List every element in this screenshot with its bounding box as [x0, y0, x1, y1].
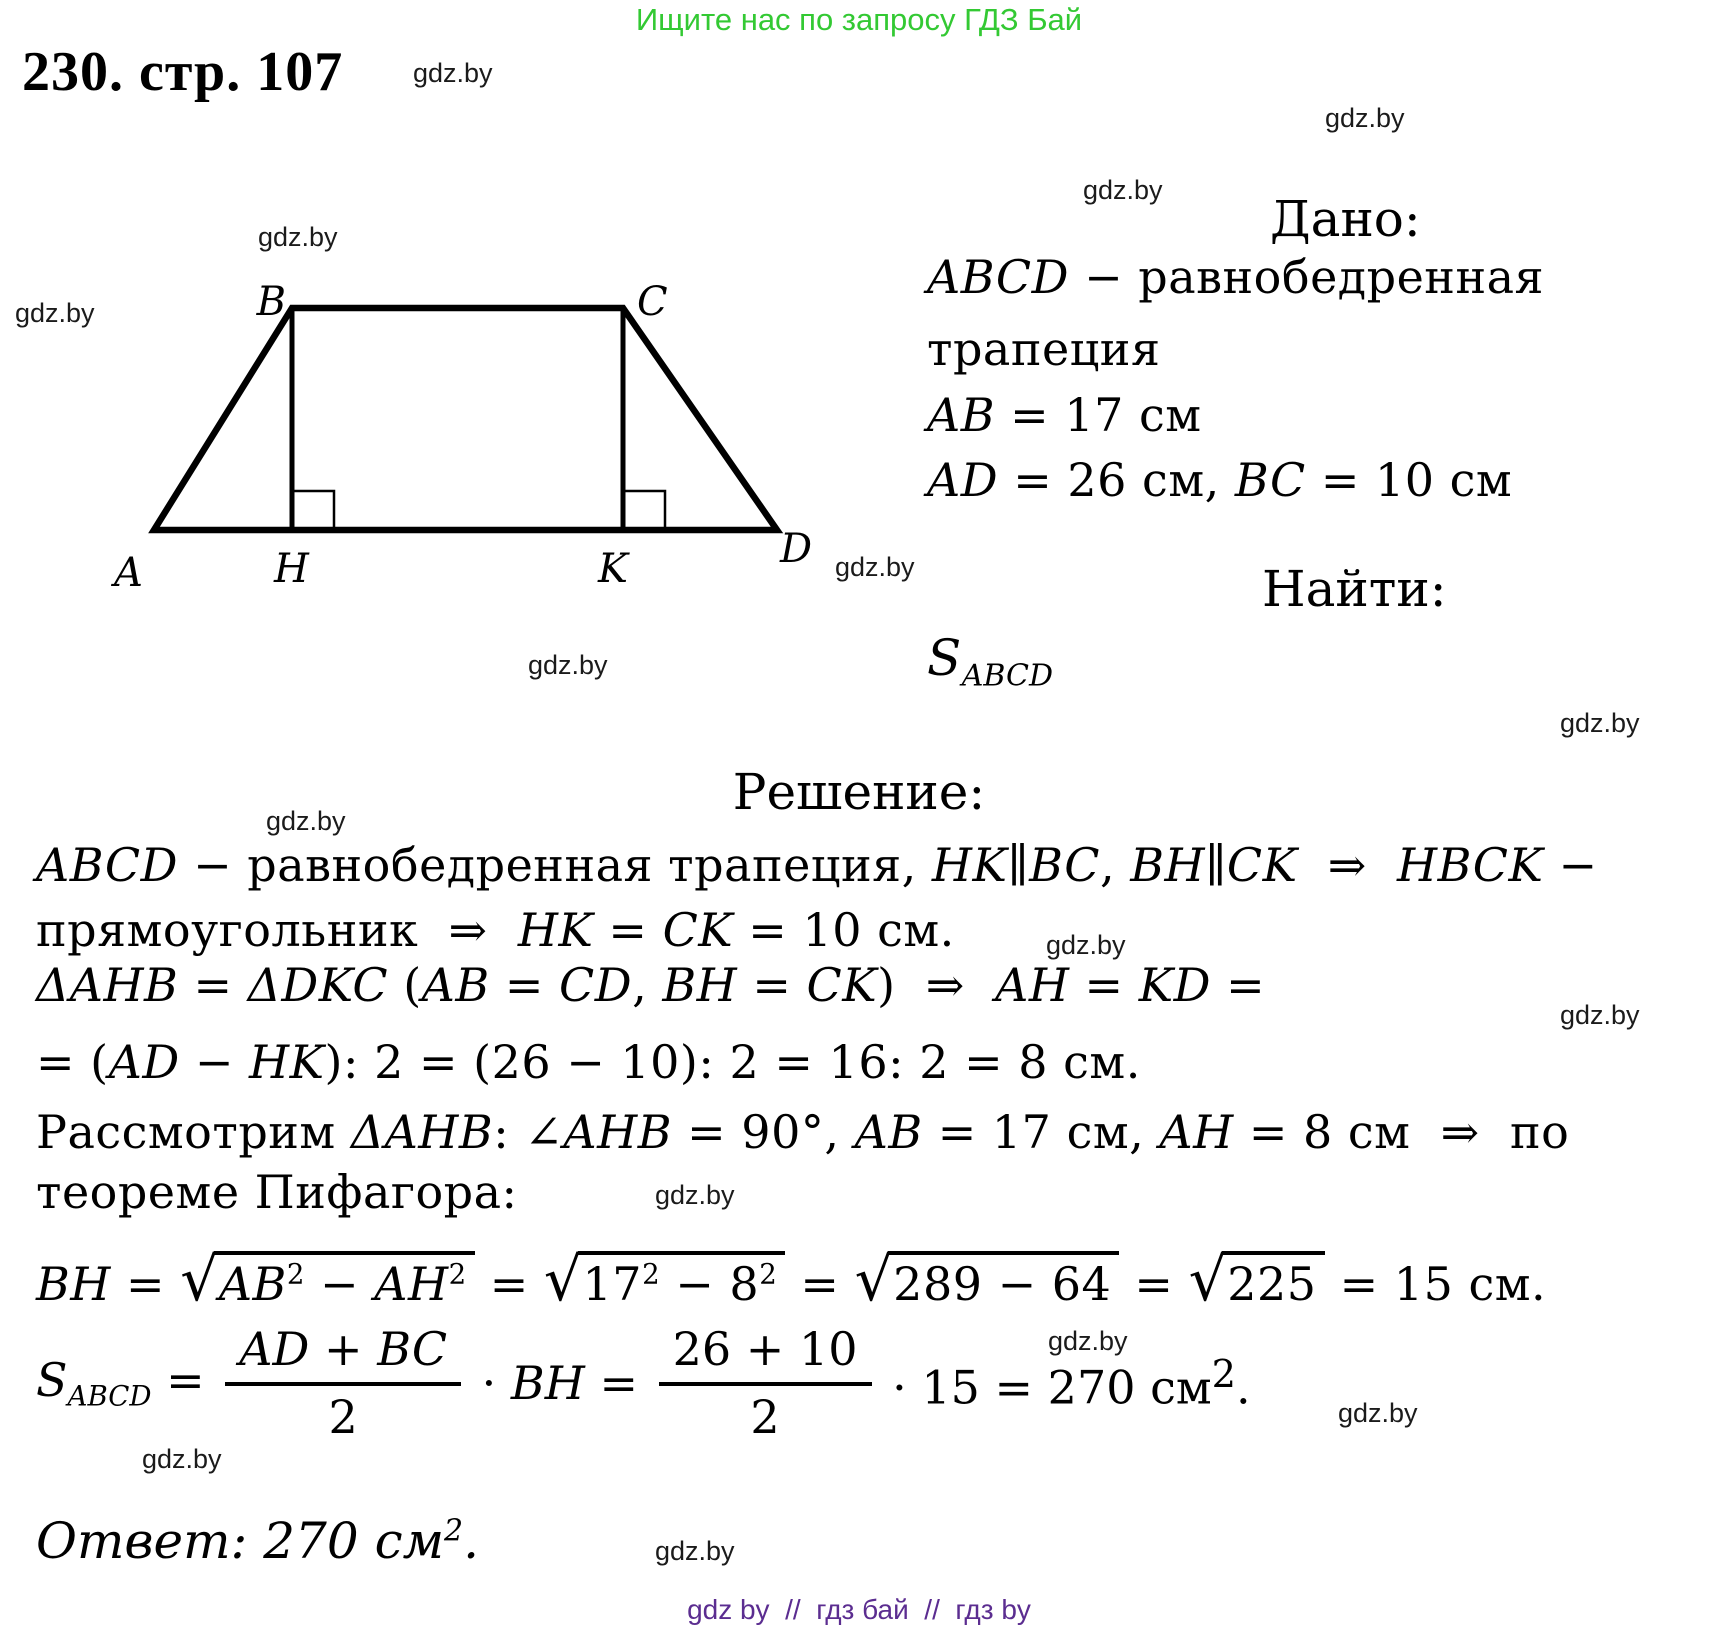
right-angle-mark-H — [292, 491, 334, 530]
gdz-watermark: gdz.by — [266, 806, 346, 836]
trapezoid-diagram — [100, 268, 880, 628]
given-line-2: трапеция — [927, 322, 1161, 376]
page-title: 230. стр. 107 — [22, 41, 344, 103]
promo-banner: Ищите нас по запросу ГДЗ Бай — [635, 2, 1083, 37]
gdz-watermark: gdz.by — [1560, 708, 1640, 738]
trapezoid-outline — [154, 308, 777, 530]
gdz-watermark: gdz.by — [142, 1444, 222, 1474]
given-line-1: ABCD − равнобедренная — [927, 250, 1545, 304]
given-line-4: AD = 26 см, BC = 10 см — [927, 453, 1513, 507]
gdz-watermark: gdz.by — [15, 298, 95, 328]
gdz-watermark: gdz.by — [1048, 1326, 1128, 1356]
find-heading: Найти: — [1262, 560, 1447, 618]
radical-4: √ 225 — [1189, 1245, 1325, 1317]
solution-line-3: ΔAHB = ΔDKC (AB = CD, BH = CK) ⇒ AH = KD = — [36, 958, 1266, 1012]
fraction-AD-BC: $\frac{AD + BC}{2}$ — [225, 1322, 461, 1444]
area-lead: $S_{ABCD}$ = — [36, 1353, 220, 1413]
given-line-3: AB = 17 см — [927, 388, 1202, 442]
solution-heading: Решение: — [732, 763, 986, 821]
gdz-watermark: gdz.by — [1083, 175, 1163, 205]
area-mid: · BH = — [467, 1356, 653, 1410]
solution-line-1: ABCD − равнобедренная трапеция, HK∥BC, BH∥CK ⇒ HBCK − — [36, 838, 1598, 892]
vertex-label-D: D — [780, 526, 813, 572]
solution-line-2: прямоугольник ⇒ HK = CK = 10 см. — [36, 903, 955, 957]
gdz-watermark: gdz.by — [413, 58, 493, 88]
gdz-watermark: gdz.by — [1046, 930, 1126, 960]
footer-links[interactable]: gdz by // гдз бай // гдз by — [687, 1594, 1031, 1625]
gdz-watermark: gdz.by — [1560, 1000, 1640, 1030]
given-heading: Дано: — [1270, 190, 1421, 248]
radical-sign: √ — [543, 1245, 583, 1315]
gdz-watermark: gdz.by — [528, 650, 608, 680]
fraction-26-10: $\frac{26 + 10}{2}$ — [659, 1322, 872, 1444]
solution-line-5: Рассмотрим ΔAHB: ∠AHB = 90°, AB = 17 см, AH = 8 см ⇒ по — [36, 1105, 1570, 1159]
sqrt-equation-line: BH = √ $AB^2 - AH^2$ = √ $17^2 - 8^2$ = √ 289 − 64 = √ 225 = 15 см. — [36, 1245, 1547, 1315]
gdz-watermark: gdz.by — [258, 222, 338, 252]
radical-3: √ 289 − 64 — [855, 1245, 1120, 1317]
radical-sign: √ — [854, 1245, 894, 1315]
vertex-label-C: C — [637, 279, 668, 325]
gdz-watermark: gdz.by — [1325, 103, 1405, 133]
right-angle-mark-K — [623, 491, 665, 530]
vertex-label-H: H — [274, 546, 309, 592]
vertex-label-B: B — [256, 279, 286, 325]
area-symbol: S — [927, 629, 962, 687]
area-tail: · 15 = 270 $см^2$. — [877, 1351, 1251, 1415]
answer-line: Ответ: 270 $см^2$. — [36, 1512, 480, 1570]
gdz-watermark: gdz.by — [655, 1536, 735, 1566]
find-expression — [927, 628, 1053, 695]
vertex-label-K: K — [598, 546, 628, 592]
radical-2: √ $17^2 - 8^2$ — [544, 1245, 785, 1317]
area-subscript: ABCD — [961, 658, 1054, 694]
gdz-watermark: gdz.by — [655, 1180, 735, 1210]
radical-sign: √ — [1188, 1245, 1228, 1315]
radical-sign: √ — [180, 1245, 219, 1315]
radical-1: √ $AB^2 - AH^2$ — [180, 1245, 474, 1317]
vertex-label-A: A — [114, 550, 143, 596]
solution-line-4: = (AD − HK): 2 = (26 − 10): 2 = 16: 2 = 8 см. — [36, 1035, 1141, 1089]
area-equation-line — [36, 1322, 1251, 1444]
solution-line-6: теореме Пифагора: — [36, 1165, 518, 1219]
gdz-watermark: gdz.by — [835, 552, 915, 582]
gdz-watermark: gdz.by — [1338, 1398, 1418, 1428]
